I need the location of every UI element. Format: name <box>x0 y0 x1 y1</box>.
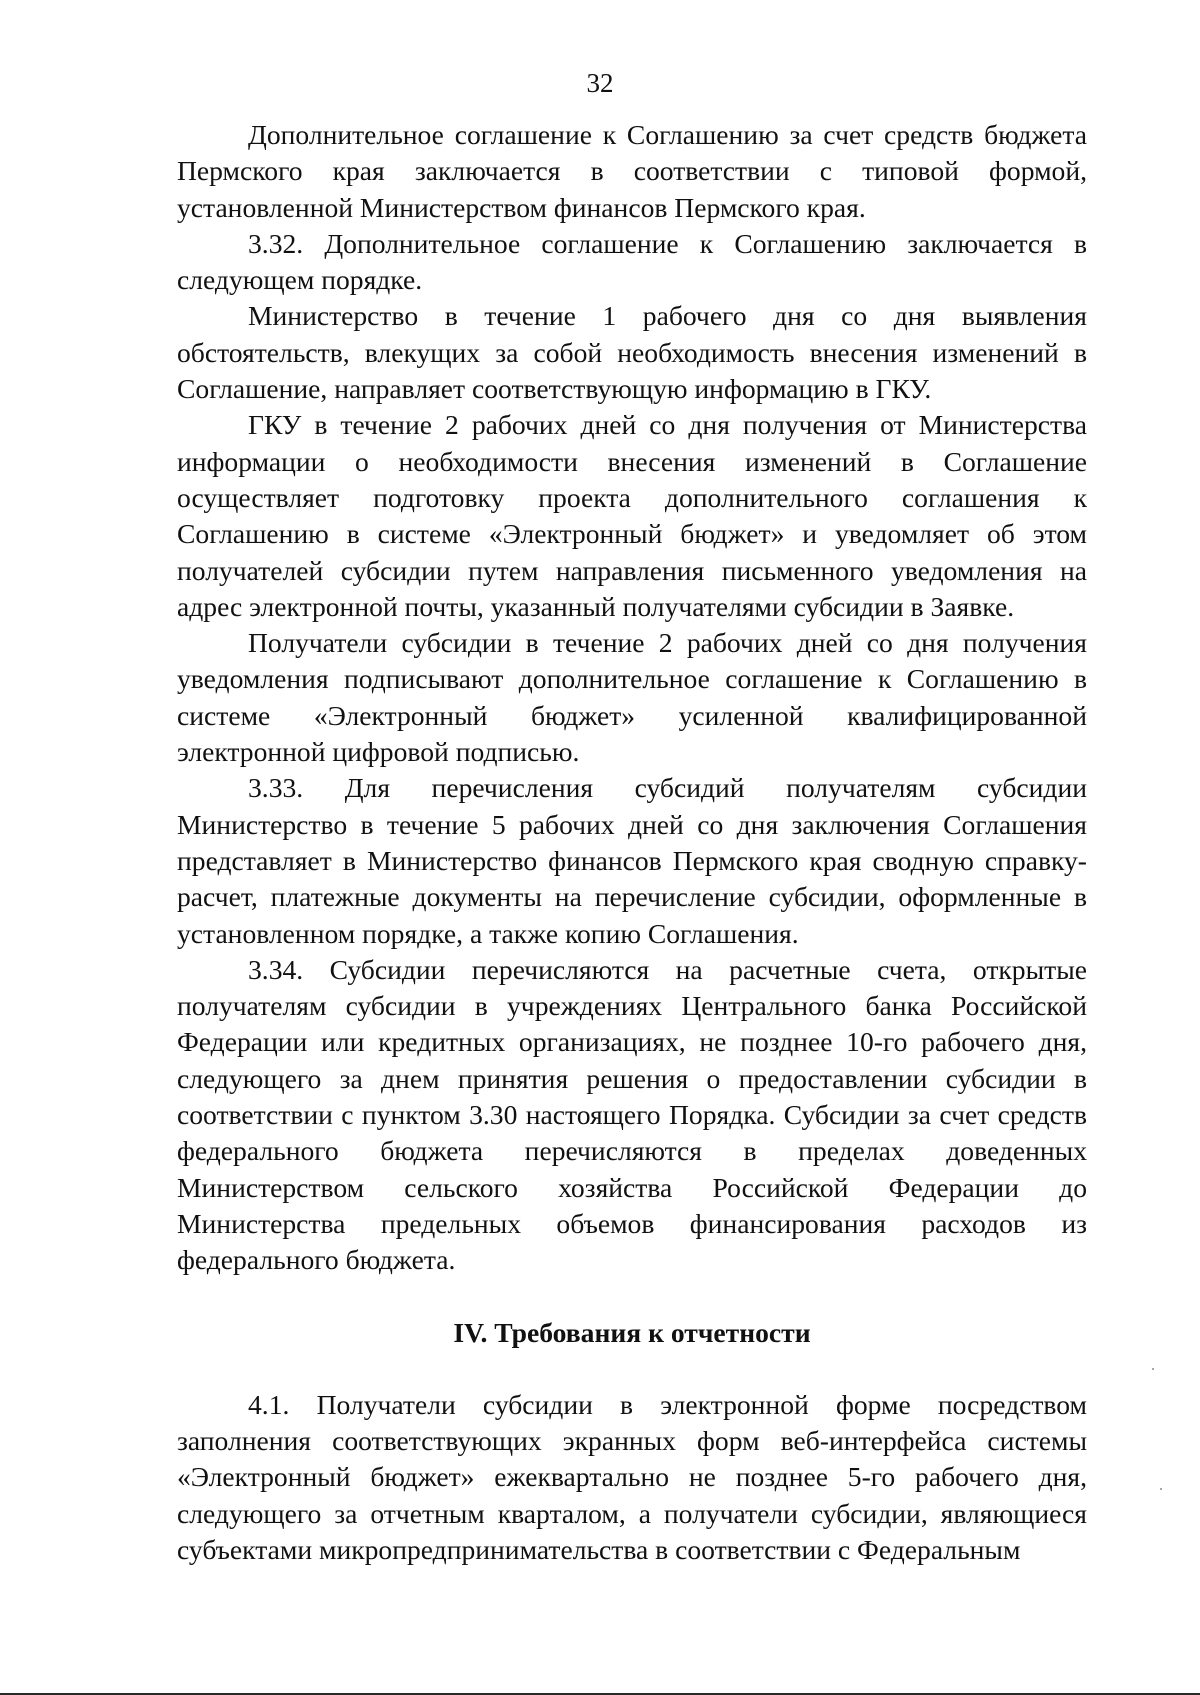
document-body <box>177 117 1087 1568</box>
paragraph-ministry-notice: Министерство в течение 1 рабочего дня со дня выявления обстоятельств, влекущих за собой необходимость внесения изменений в Соглашение, направляет соответствующую информацию в ГКУ. <box>177 300 1087 405</box>
page-number: 32 <box>586 68 614 98</box>
paragraph-3-32: 3.32. Дополнительное соглашение к Соглашению заключается в следующем порядке. <box>177 227 1087 296</box>
paragraph-recipients-signing: Получатели субсидии в течение 2 рабочих дней со дня получения уведомления подписывают дополнительное соглашение к Соглашению в системе «Электронный бюджет» усиленной квалифицированной электронной цифровой подписью. <box>177 627 1087 768</box>
scan-speck <box>1152 1368 1154 1370</box>
paragraph-gku-preparation: ГКУ в течение 2 рабочих дней со дня получения от Министерства информации о необходимости внесения изменений в Соглашение осуществляет подготовку проекта дополнительного соглашения к Соглашению в системе «Электронный бюджет» и уведомляет об этом получателей субсидии путем направления письменного уведомления на адрес электронной почты, указанный получателями субсидии в Заявке. <box>177 409 1087 622</box>
paragraph-4-1: 4.1. Получатели субсидии в электронной форме посредством заполнения соответствующих экранных форм веб-интерфейса системы «Электронный бюджет» ежеквартально не позднее 5-го рабочего дня, следующего за отчетным кварталом, а получатели субсидии, являющиеся субъектами микропредпринимательства в соответствии с Федеральным <box>177 1388 1087 1565</box>
paragraph-3-33: 3.33. Для перечисления субсидий получателям субсидии Министерство в течение 5 рабочих дней со дня заключения Соглашения представляет в Министерство финансов Пермского края сводную справку-расчет, платежные документы на перечисление субсидии, оформленные в установленном порядке, а также копию Соглашения. <box>177 772 1087 949</box>
scan-speck <box>1160 1488 1162 1490</box>
paragraph-supplementary-agreement-form: Дополнительное соглашение к Соглашению за счет средств бюджета Пермского края заключается в соответствии с типовой формой, установленной Министерством финансов Пермского края. <box>177 119 1087 223</box>
paragraph-3-34: 3.34. Субсидии перечисляются на расчетные счета, открытые получателям субсидии в учреждениях Центрального банка Российской Федерации или кредитных организациях, не позднее 10-го рабочего дня, следующего за днем принятия решения о предоставлении субсидии в соответствии с пунктом 3.30 настоящего Порядка. Субсидии за счет средств федерального бюджета перечисляются в пределах доведенных Министерством сельского хозяйства Российской Федерации до Министерства предельных объемов финансирования расходов из федерального бюджета. <box>177 953 1087 1276</box>
section-heading: IV. Требования к отчетности <box>453 1316 811 1348</box>
